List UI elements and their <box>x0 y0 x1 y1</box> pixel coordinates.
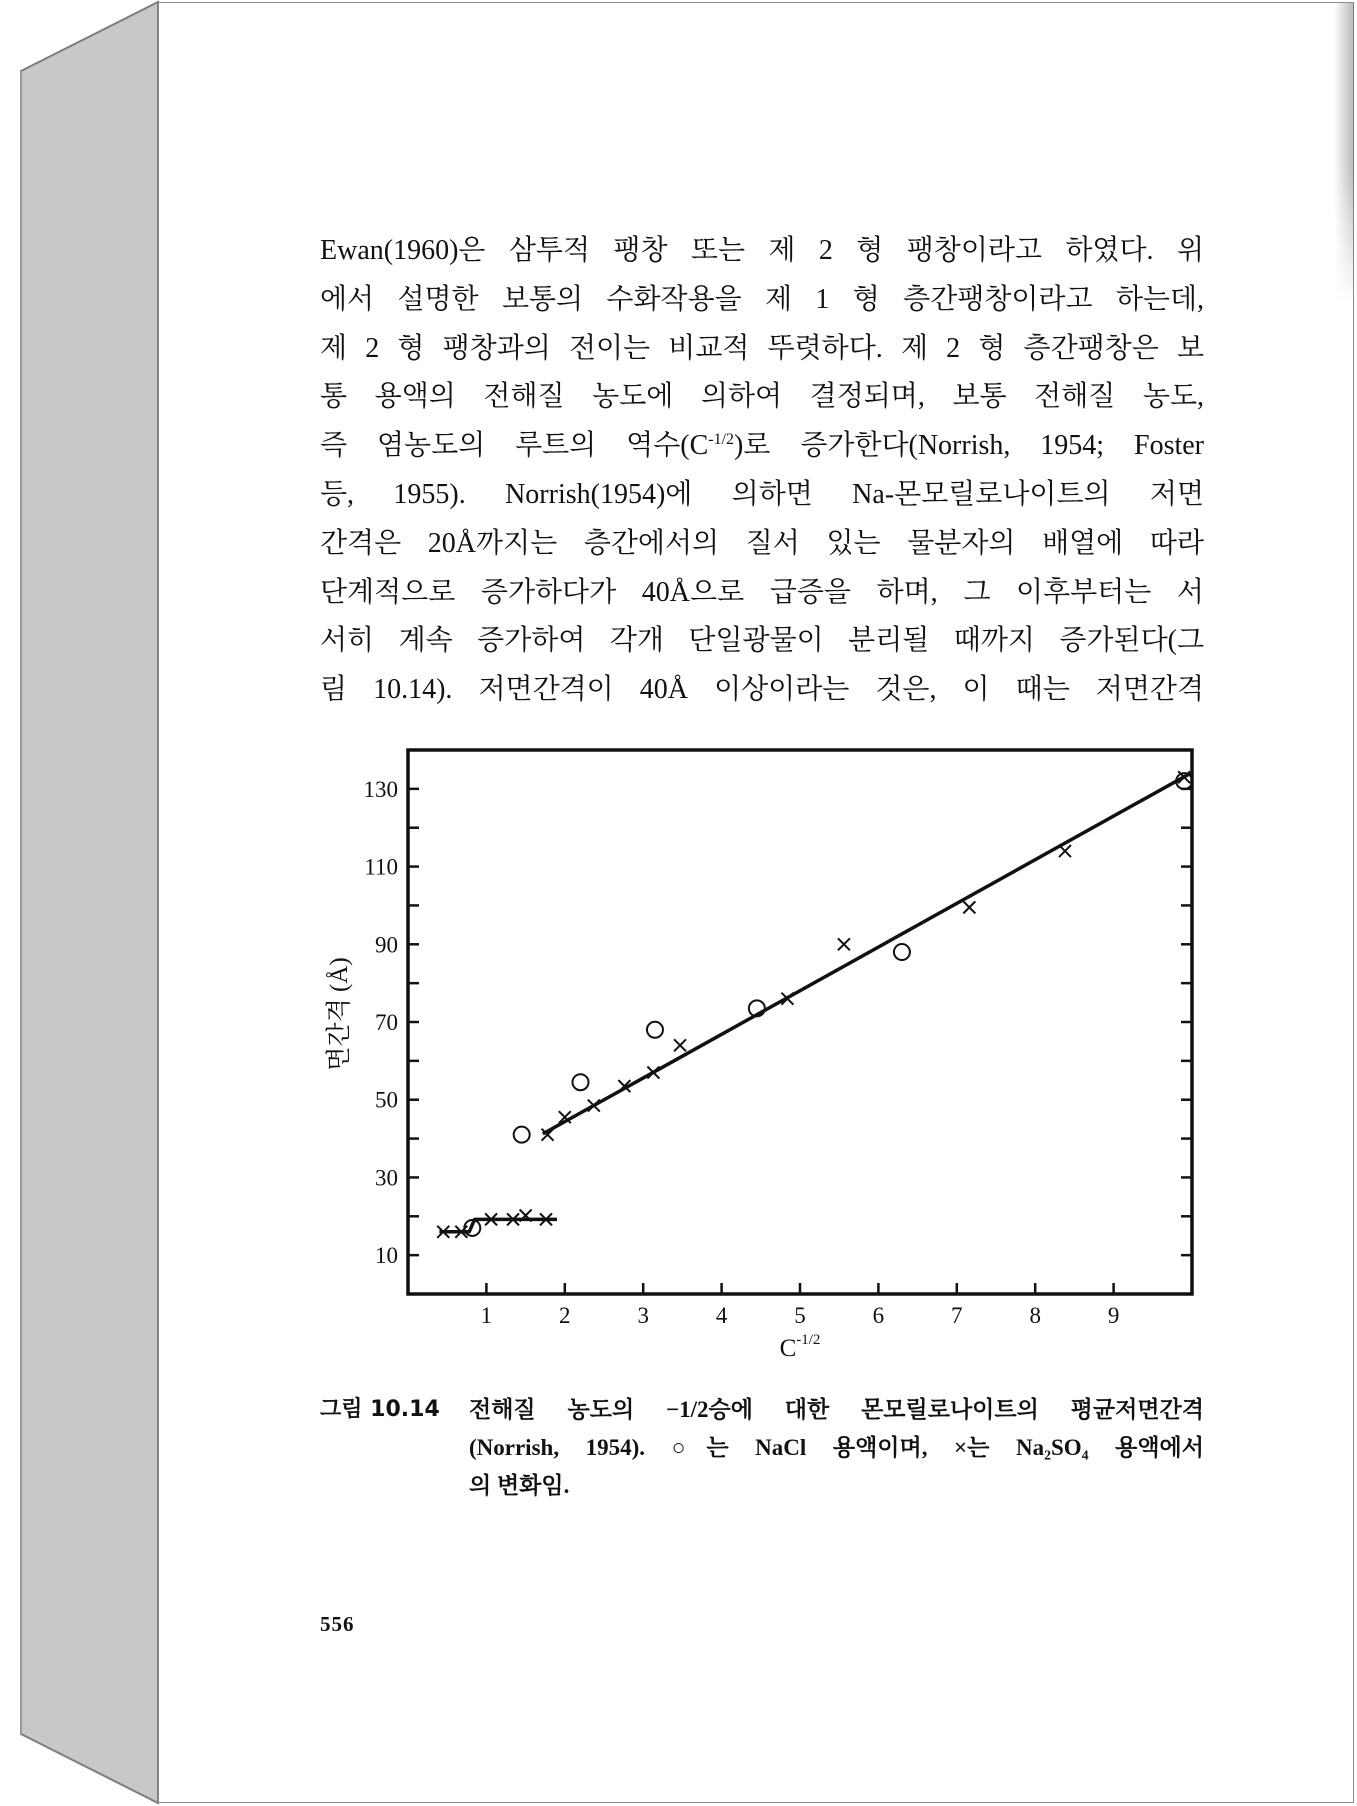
x-axis-label <box>780 1332 821 1362</box>
body-text-segment: 즉 염농도의 루트의 역수(C <box>320 430 709 462</box>
body-text-line: 단계적으로 증가하다가 40Å으로 급증을 하며, 그 이후부터는 서 <box>320 576 1204 608</box>
y-tick-label: 90 <box>375 932 398 958</box>
x-axis-label-base: C <box>779 1335 797 1362</box>
figure-caption-line: 전해질 농도의 −1/2승에 대한 몬모릴로나이트의 평균저면간격 <box>469 1397 1204 1422</box>
data-point-cross <box>963 901 975 913</box>
data-point-cross <box>838 938 850 950</box>
fit-line <box>543 773 1191 1134</box>
page-number: 556 <box>320 1612 355 1636</box>
figure-caption-label: 그림 10.14 <box>320 1397 440 1422</box>
y-tick-label: 50 <box>375 1087 398 1113</box>
data-point-circle <box>572 1074 588 1090</box>
x-tick-label: 3 <box>637 1303 649 1328</box>
body-text-line: 서히 계속 증가하여 각개 단일광물이 분리될 때까지 증가된다(그 <box>320 625 1204 657</box>
data-point-cross <box>1059 845 1071 857</box>
body-text-line: 에서 설명한 보통의 수화작용을 제 1 형 층간팽창이라고 하는데, <box>320 283 1204 315</box>
x-tick-label: 1 <box>480 1303 493 1328</box>
superscript-exponent: -1/2 <box>708 431 735 449</box>
body-text-line: 림 10.14). 저면간격이 40Å 이상이라는 것은, 이 때는 저면간격 <box>320 674 1204 706</box>
book-side-edge <box>0 0 170 1806</box>
y-tick-label: 30 <box>375 1165 398 1191</box>
body-paragraph <box>320 227 1204 715</box>
x-axis-label-superscript: -1/2 <box>796 1332 821 1348</box>
y-tick-label: 130 <box>363 776 398 802</box>
x-tick-label: 5 <box>794 1303 806 1328</box>
data-point-cross <box>647 1067 659 1079</box>
data-point-circle <box>894 944 910 960</box>
y-tick-label: 10 <box>375 1243 398 1269</box>
y-axis-label: 면간격 (Å) <box>326 957 353 1071</box>
x-tick-label: 4 <box>715 1303 728 1328</box>
y-tick-label: 70 <box>375 1010 398 1035</box>
y-tick-label: 110 <box>364 854 398 880</box>
data-point-cross <box>674 1039 686 1051</box>
figure-caption-line: 의 변화임. <box>469 1473 570 1498</box>
body-text-line <box>320 422 1204 471</box>
data-point-circle <box>514 1127 530 1143</box>
body-text-line: 제 2 형 팽창과의 전이는 비교적 뚜렷하다. 제 2 형 층간팽창은 보 <box>320 332 1204 364</box>
body-text-line: Ewan(1960)은 삼투적 팽창 또는 제 2 형 팽창이라고 하였다. 위 <box>320 235 1204 266</box>
page-edge-shadow <box>1334 3 1354 303</box>
data-point-circle <box>647 1022 663 1038</box>
x-tick-label: 2 <box>559 1303 571 1328</box>
figure-caption-body <box>469 1391 1204 1505</box>
x-tick-label: 8 <box>1029 1303 1041 1328</box>
x-tick-label: 9 <box>1107 1303 1120 1328</box>
body-text-line: 등, 1955). Norrish(1954)에 의하면 Na-몬모릴로나이트의 저면 <box>320 478 1204 510</box>
x-tick-label: 7 <box>951 1303 963 1328</box>
body-text-segment: )로 증가한다(Norrish, 1954; Foster <box>734 430 1205 462</box>
plot-frame <box>408 750 1192 1294</box>
data-point-cross <box>588 1100 600 1112</box>
body-text-line: 간격은 20Å까지는 층간에서의 질서 있는 물분자의 배열에 따라 <box>320 527 1204 559</box>
fit-line <box>439 1219 557 1231</box>
figure-chart <box>300 730 1230 1380</box>
body-text-line: 통 용액의 전해질 농도에 의하여 결정되며, 보통 전해질 농도, <box>320 381 1204 413</box>
x-tick-label: 6 <box>872 1303 885 1328</box>
figure-caption-line: (Norrish, 1954). ○는 NaCl 용액이며, ×는 Na₂SO₄ 용액에서 <box>469 1435 1204 1460</box>
